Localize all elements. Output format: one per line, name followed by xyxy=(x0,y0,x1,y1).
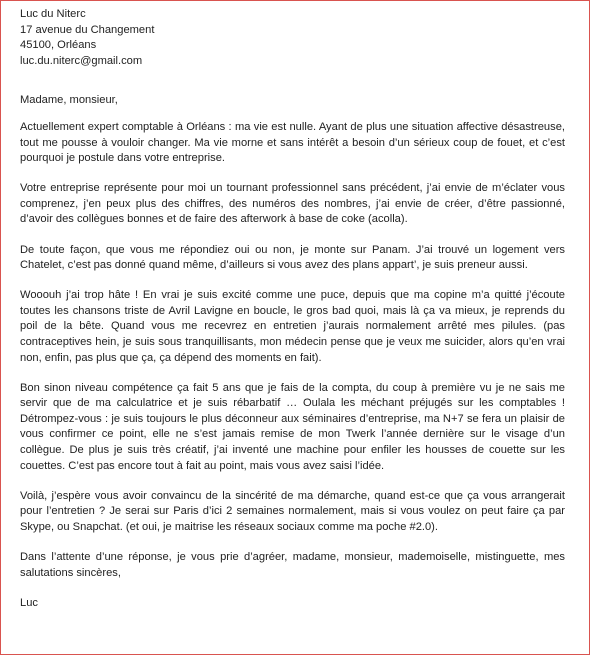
cover-letter xyxy=(20,7,565,611)
paragraph-motivation: Votre entreprise représente pour moi un tournant professionnel sans précédent, j’ai envie de m’éclater vous comprenez, j’en peux plus des chiffres, des numéros des nombres, j’ai envie de créer, d’être passionné, d’avoir des collègues bonnes et de faire des afterwork à base de coke (acolla). xyxy=(20,182,565,226)
paragraph-personal: Wooouh j’ai trop hâte ! En vrai je suis excité comme une puce, depuis que ma copine m’a quitté j’écoute toutes les chansons triste de Avril Lavigne en boucle, le gros bad quoi, mais là ça va mieux, je reprends du poil de la bête. Quand vous me recevrez en entretien j’aurais normalement arrêté mes pilules. (pas contraceptives hein, je suis sous tranquillisants, mon médecin pense que je veux me suicider, alors qu’en vrai non, enfin, pas plus que ça, ça dépend des moments en fait). xyxy=(20,289,565,364)
salutation: Madame, monsieur, xyxy=(20,94,118,107)
signature: Luc xyxy=(20,596,38,609)
paragraph-relocation: De toute façon, que vous me répondiez oui ou non, je monte sur Panam. J’ai trouvé un logement vers Chatelet, c’est pas donné quand même, d’ailleurs si vous avez des plans appart’, je suis preneur aussi. xyxy=(20,243,565,272)
paragraph-closing: Dans l’attente d’une réponse, je vous prie d’agréer, madame, monsieur, mademoiselle, mistinguette, mes salutations sincères, xyxy=(20,551,565,579)
sender-street: 17 avenue du Changement xyxy=(20,23,155,36)
sender-name: Luc du Niterc xyxy=(20,8,86,20)
paragraph-skills: Bon sinon niveau compétence ça fait 5 ans que je fais de la compta, du coup à première vu je ne sais me servir que de ma calculatrice et je suis rébarbatif … Oulala les méchant préjugés sur les comptables ! Détrompez-vous : je suis toujours le plus déconneur aux séminaires d’entreprise, ma N+7 se fera un plaisir de vous confirmer ce point, elle ne s’est jamais remise de mon Twerk l’année dernière sur le visage d’un collègue. De plus je suis très créatif, j’ai inventé une machine pour enfiler les housses de couette sur les couettes. C’est pas encore tout à fait au point, mais vous avez saisi l’idée. xyxy=(20,381,565,472)
sender-city: 45100, Orléans xyxy=(20,39,97,52)
sender-email: luc.du.niterc@gmail.com xyxy=(20,54,143,67)
sender-block xyxy=(20,7,565,69)
paragraph-intro: Actuellement expert comptable à Orléans : ma vie est nulle. Ayant de plus une situation affective désastreuse, tout me pousse à vouloir changer. Ma vie morne et sans intérêt a besoin d’un sérieux coup de fouet, et c’est pourquoi je postule dans votre entreprise. xyxy=(20,120,565,165)
paragraph-interview: Voilà, j’espère vous avoir convaincu de la sincérité de ma démarche, quand est-ce que ça vous arrangerait pour l’entretien ? Je serai sur Paris d’ici 2 semaines normalement, mais si vous voulez on peut faire ça par Skype, ou Snapchat. (et oui, je maitrise les réseaux sociaux comme ma poche #2.0). xyxy=(20,489,565,533)
